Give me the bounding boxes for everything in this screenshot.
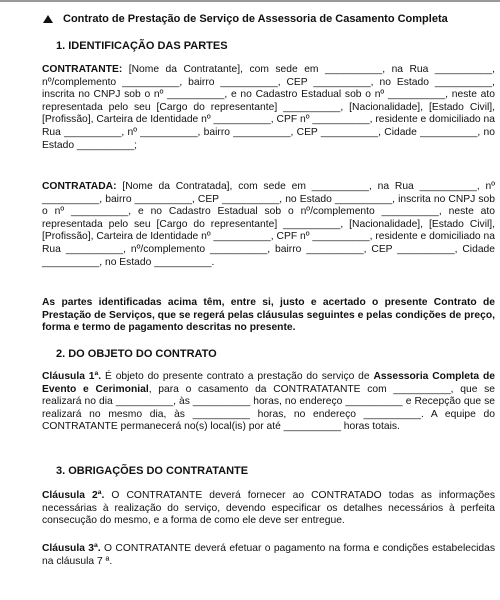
clausula-3-label: Cláusula 3ª.	[42, 543, 101, 554]
contratante-label: CONTRATANTE:	[42, 64, 123, 75]
paragraph-contratante	[42, 64, 495, 152]
clausula-3-text: O CONTRATANTE deverá efetuar o pagamento na forma e condições estabelecidas na cláusula 7 ª.	[42, 543, 495, 567]
section-heading-objeto	[42, 348, 217, 360]
clausula-2-label: Cláusula 2ª.	[42, 490, 105, 501]
section-heading-identificacao	[42, 40, 228, 52]
clausula-2-text: O CONTRATANTE deverá fornecer ao CONTRATADO todas as informações necessárias à realização do serviço, devendo especificar os detalhes necessários à perfeita consecução do mesmo, e a forma de como ele deve ser entregue.	[42, 490, 495, 527]
contratante-text: [Nome da Contratante], com sede em __________, na Rua __________, nº/complemento __________, bairro __________, CEP __________, no Estado __________, inscrita no CNPJ sob o nº __________, e no Cadastro Estadual sob o nº __________, neste ato representada pelo seu [Cargo do representante] __________, [Nacionalidade], [Estado Civil], [Profissão], Carteira de Identidade nº __________, CPF nº __________, residente e domiciliado na Rua __________, nº __________, bairro __________, CEP __________, Cidade __________, no Estado __________;	[42, 64, 495, 151]
clausula-1-label: Cláusula 1ª.	[42, 371, 102, 382]
paragraph-clausula-3	[42, 543, 495, 568]
section-heading-obrigacoes	[42, 465, 248, 477]
paragraph-clausula-1	[42, 371, 495, 434]
section-heading-text: 3. OBRIGAÇÕES DO CONTRATANTE	[56, 465, 249, 477]
section-heading-text: 2. DO OBJETO DO CONTRATO	[56, 348, 217, 360]
contratada-label: CONTRATADA:	[42, 181, 117, 192]
heading-marker-icon	[43, 15, 53, 23]
paragraph-partes: As partes identificadas acima têm, entre si, justo e acertado o presente Contrato de Prestação de Serviços, que se regerá pelas cláusulas seguintes e pelas condições de preço, forma e termo de pagamento descritas no presente.	[42, 297, 495, 334]
paragraph-clausula-2	[42, 490, 495, 528]
section-heading-text: 1. IDENTIFICAÇÃO DAS PARTES	[56, 40, 228, 52]
paragraph-contratada	[42, 181, 495, 269]
document-title-row	[43, 13, 448, 25]
document-title: Contrato de Prestação de Serviço de Assessoria de Casamento Completa	[63, 13, 448, 25]
clausula-1-bold: Assessoria Completa de Evento e Cerimonial	[42, 371, 496, 395]
contratada-text: [Nome da Contratada], com sede em __________, na Rua __________, nº __________, bairro __________, CEP __________, no Estado __________, inscrita no CNPJ sob o nº __________, e no Cadastro Estadual sob o nº/complemento __________, neste ato representada pelo seu [Cargo do representante] __________, [Nacionalidade], [Estado Civil], [Profissão], Carteira de Identidade nº __________, CPF nº __________, residente e domiciliado na Rua __________, nº/complemento __________, bairro __________, CEP __________, Cidade __________, no Estado __________.	[42, 181, 495, 268]
clausula-1-text-a: É objeto do presente contrato a prestação do serviço de	[101, 371, 374, 382]
clausula-1-text-b: , para o casamento da CONTRATATANTE com __________, que se realizará no dia __________, às __________ horas, no endereço __________ e Recepção que se realizará no mesmo dia, às __________ horas, no endereço __________. A equipe do CONTRATANTE permanecerá no(s) local(is) por até __________ horas totais.	[42, 383, 495, 433]
